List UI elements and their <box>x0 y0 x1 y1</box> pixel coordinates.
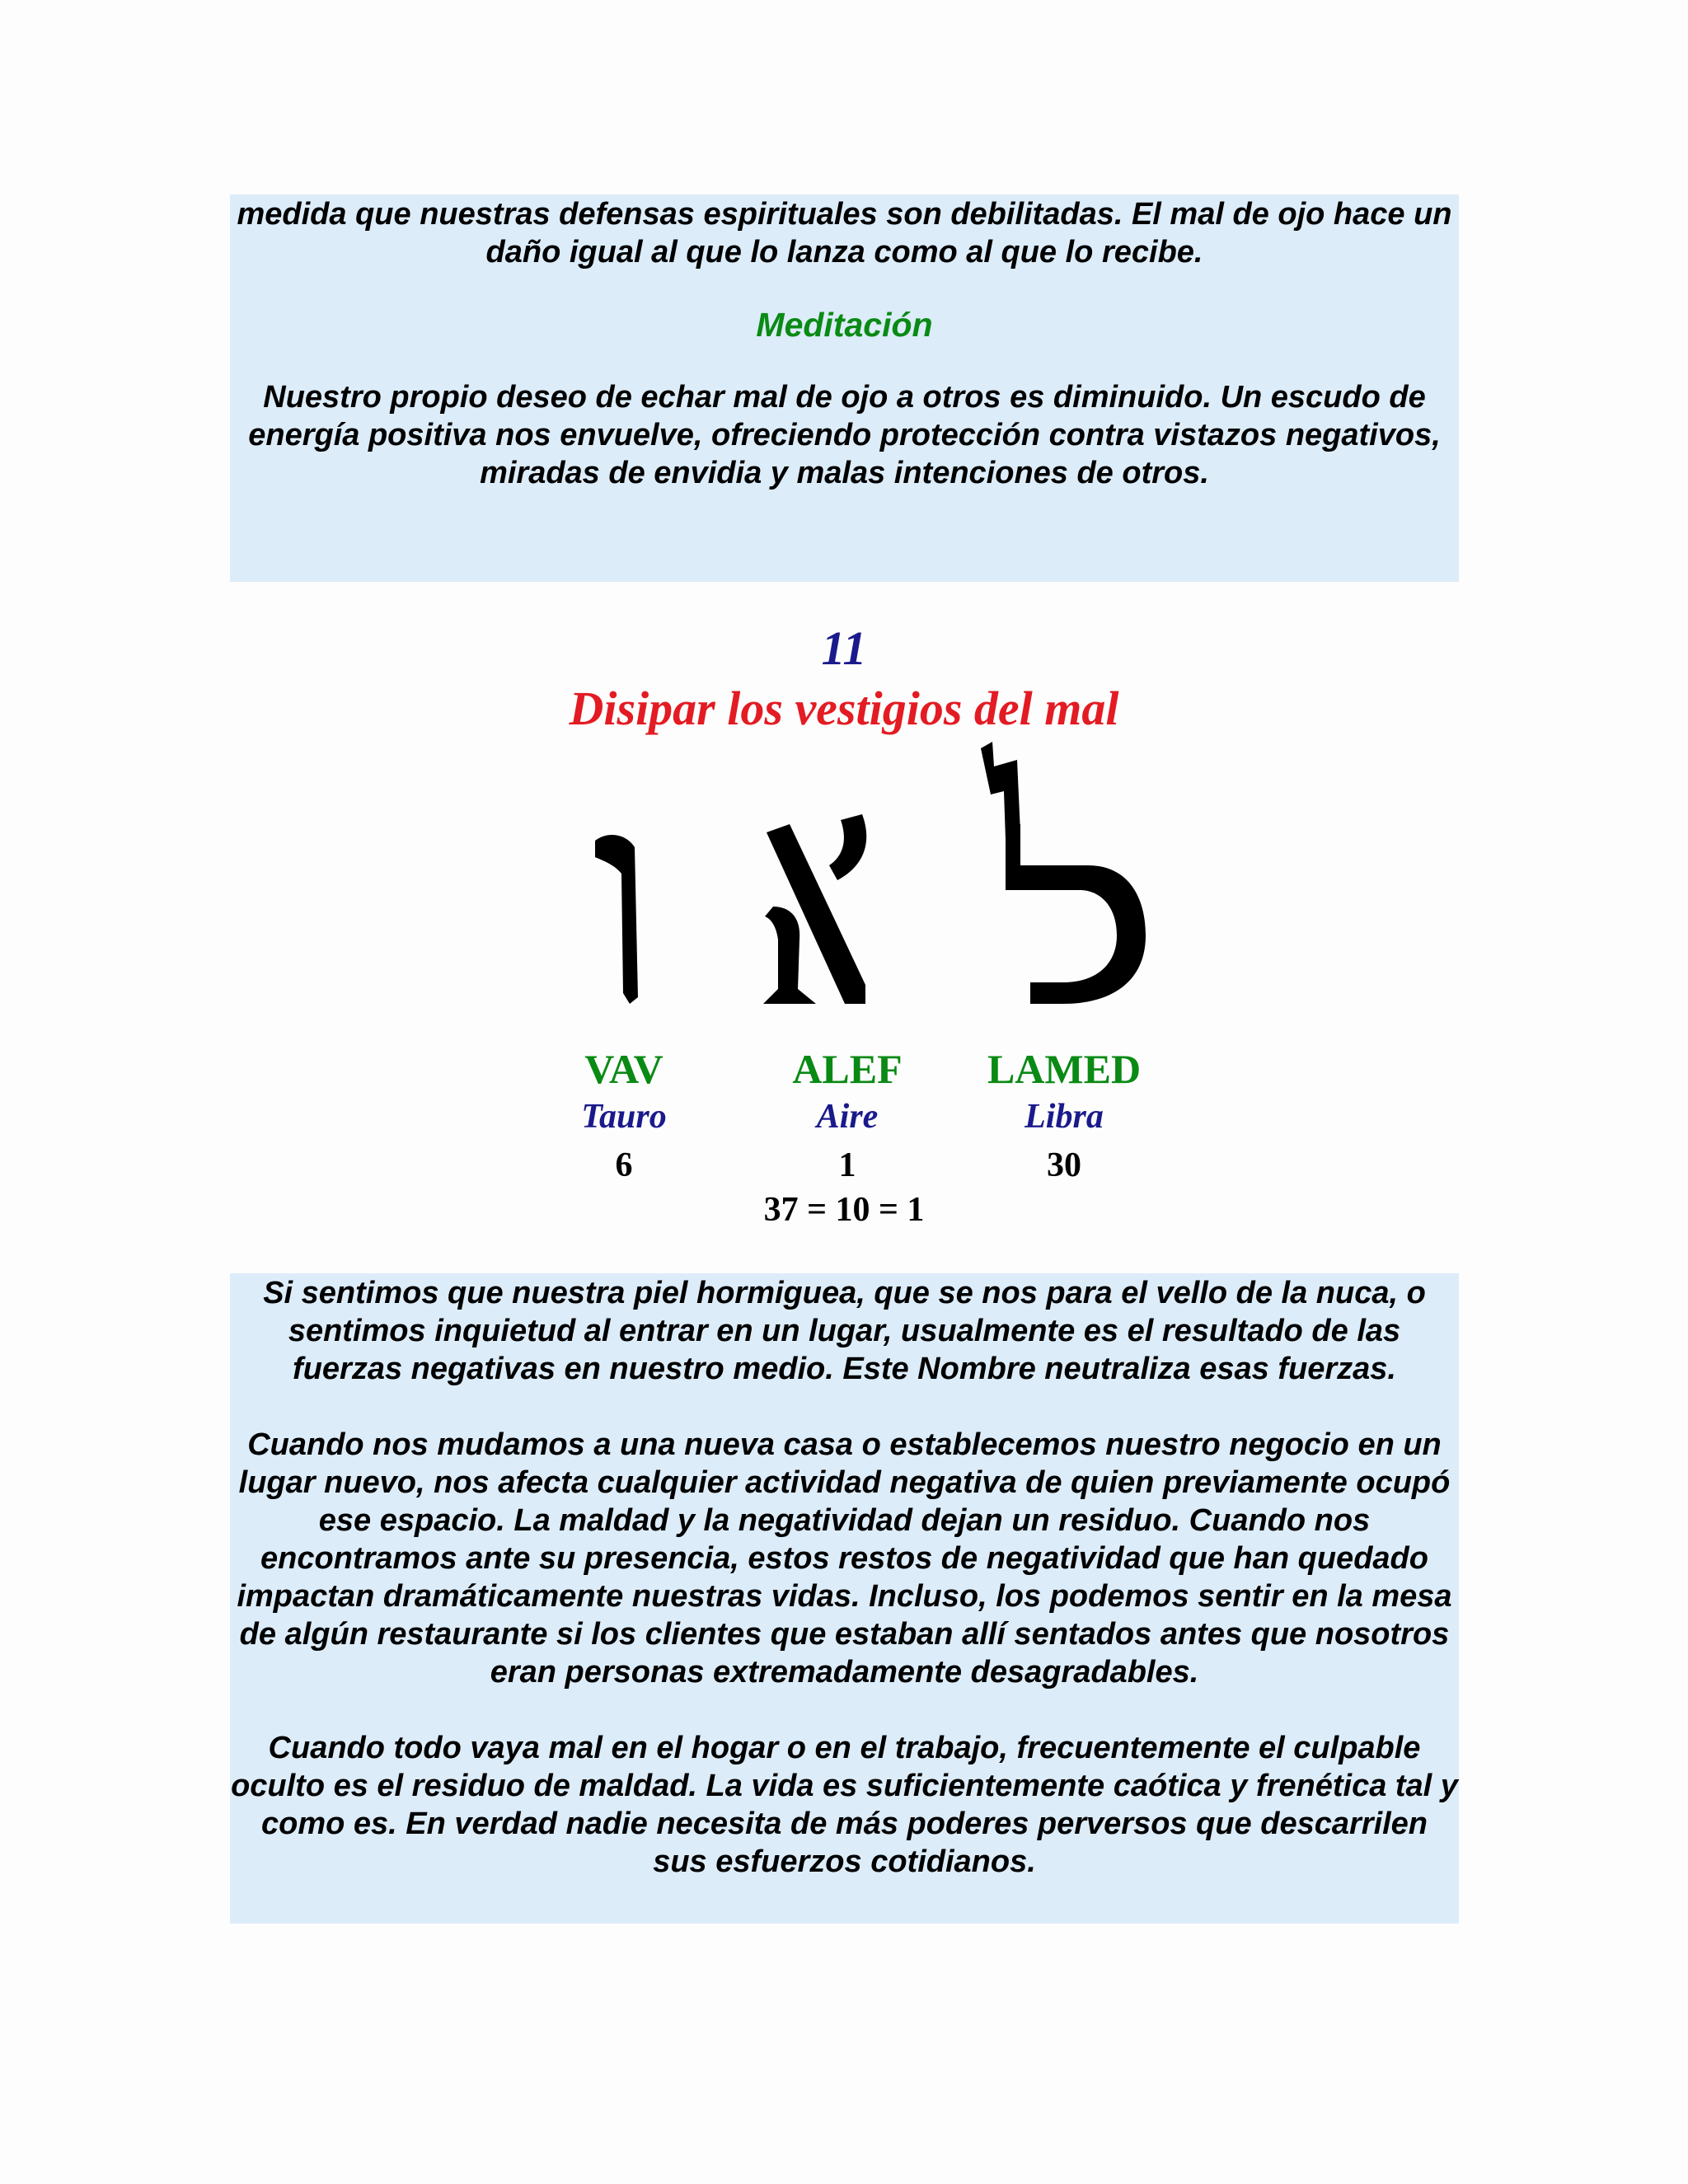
gematria-total: 37 = 10 = 1 <box>763 1191 925 1229</box>
meditation-heading: Meditación <box>756 306 933 344</box>
name-title: Disipar los vestigios del mal <box>569 682 1119 735</box>
lamed-glyph <box>981 742 1146 1004</box>
letter-name: LAMED <box>987 1046 1142 1092</box>
letter-sign: Libra <box>1025 1098 1104 1136</box>
letter-column-alef <box>732 1045 963 1190</box>
vav-glyph <box>595 835 638 1004</box>
bottom-paragraph-1: Si sentimos que nuestra piel hormiguea, que se nos para el vello de la nuca, o sentimos inquietud al entrar en un lugar, usualmente es el resultado de las fuerzas negativas en nuestro medio. Este Nombre neutraliza esas fuerzas. <box>263 1276 1426 1386</box>
bottom-text-box <box>230 1273 1459 1924</box>
letter-sign: Aire <box>816 1098 879 1136</box>
top-paragraph-2: Nuestro propio deseo de echar mal de ojo a otros es diminuido. Un escudo de energía positiva nos envuelve, ofreciendo protección contra vistazos negativos, miradas de envidia y malas intenciones de otros. <box>248 380 1441 490</box>
letter-value: 1 <box>838 1146 856 1184</box>
top-paragraph-1: medida que nuestras defensas espirituales son debilitadas. El mal de ojo hace un daño igual al que lo lanza como al que lo recibe. <box>237 197 1452 269</box>
bottom-paragraph-2: Cuando nos mudamos a una nueva casa o establecemos nuestro negocio en un lugar nuevo, nos afecta cualquier actividad negativa de quien previamente ocupó ese espacio. La maldad y la negatividad dejan un residuo. Cuando nos encontramos ante su presencia, estos restos de negatividad que han quedado impactan dramáticamente nuestras vidas. Incluso, los podemos sentir en la mesa de algún restaurante si los clientes que estaban allí sentados antes que nosotros eran personas extremadamente desagradables. <box>237 1427 1452 1690</box>
name-number: 11 <box>821 621 867 675</box>
bottom-paragraph-3: Cuando todo vaya mal en el hogar o en el trabajo, frecuentemente el culpable oculto es el residuo de maldad. La vida es suficientemente caótica y frenética tal y como es. En verdad nadie necesita de más poderes perversos que descarrilen sus esfuerzos cotidianos. <box>231 1731 1458 1879</box>
letter-column-lamed <box>949 1045 1179 1190</box>
top-text-box <box>230 194 1459 582</box>
hebrew-letters-image <box>569 742 1162 1014</box>
letter-sign: Tauro <box>581 1098 667 1136</box>
letter-name: ALEF <box>792 1046 903 1092</box>
letter-column-vav <box>509 1045 739 1190</box>
letter-value: 30 <box>1047 1146 1081 1184</box>
letter-value: 6 <box>615 1146 633 1184</box>
letter-name: VAV <box>584 1046 663 1092</box>
alef-glyph <box>763 814 866 1004</box>
